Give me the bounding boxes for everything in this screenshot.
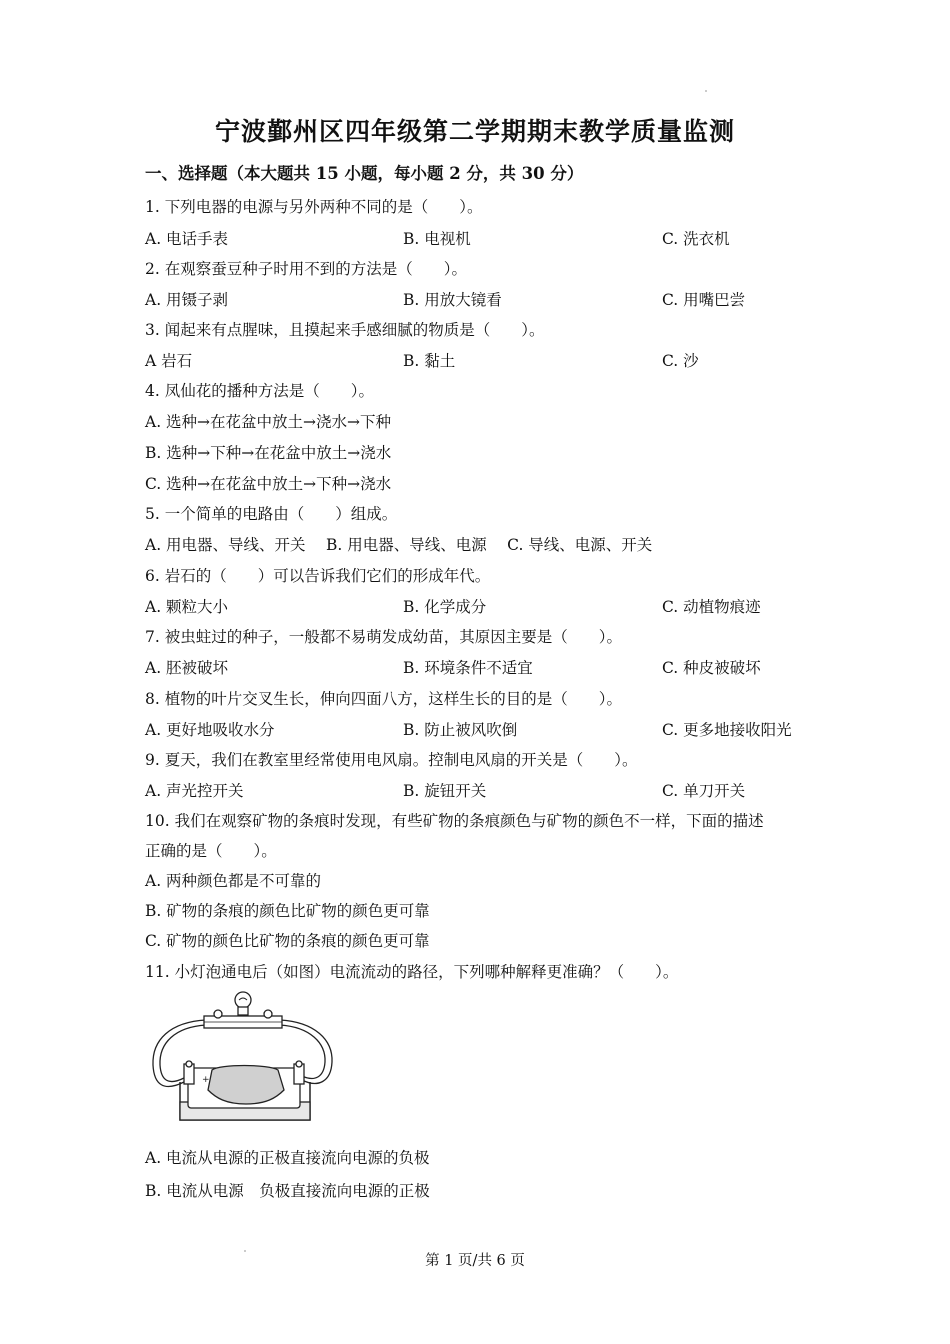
question-9-option-c: C. 单刀开关	[662, 782, 746, 800]
question-3-option-a: A 岩石	[145, 352, 193, 370]
question-2-option-a: A. 用镊子剥	[145, 291, 229, 309]
section-heading: 一、选择题（本大题共 15 小题，每小题 2 分，共 30 分）	[145, 164, 584, 183]
question-7-option-b: B. 环境条件不适宜	[403, 659, 533, 677]
question-4-stem: 4. 凤仙花的播种方法是（ ）。	[145, 382, 374, 400]
question-1-option-b: B. 电视机	[403, 230, 471, 248]
question-6-option-a: A. 颗粒大小	[145, 598, 229, 616]
question-11-stem: 11. 小灯泡通电后（如图）电流流动的路径，下列哪种解释更准确？（ ）。	[145, 963, 679, 981]
question-4-option-b: B. 选种→下种→在花盆中放土→浇水	[145, 444, 392, 462]
question-6-option-b: B. 化学成分	[403, 598, 487, 616]
circuit-diagram	[150, 990, 336, 1130]
question-9-option-a: A. 声光控开关	[145, 782, 244, 800]
question-10-option-a: A. 两种颜色都是不可靠的	[145, 872, 322, 890]
question-9-stem: 9. 夏天，我们在教室里经常使用电风扇。控制电风扇的开关是（ ）。	[145, 751, 638, 769]
question-2-stem: 2. 在观察蚕豆种子时用不到的方法是（ ）。	[145, 260, 467, 278]
board-terminal-right	[264, 1010, 272, 1018]
scan-speck	[705, 90, 707, 92]
question-1-option-a: A. 电话手表	[145, 230, 229, 248]
question-10-option-c: C. 矿物的颜色比矿物的条痕的颜色更可靠	[145, 932, 430, 950]
question-1-stem: 1. 下列电器的电源与另外两种不同的是（ ）。	[145, 198, 483, 216]
question-5-options: A. 用电器、导线、开关 B. 用电器、导线、电源 C. 导线、电源、开关	[145, 536, 653, 554]
question-5-stem: 5. 一个简单的电路由（ ）组成。	[145, 505, 398, 523]
question-4-option-c: C. 选种→在花盆中放土→下种→浇水	[145, 475, 392, 493]
battery	[208, 1066, 284, 1105]
question-10-option-b: B. 矿物的条痕的颜色比矿物的颜色更可靠	[145, 902, 430, 920]
question-8-option-c: C. 更多地接收阳光	[662, 721, 792, 739]
question-7-stem: 7. 被虫蛀过的种子，一般都不易萌发成幼苗，其原因主要是（ ）。	[145, 628, 622, 646]
question-2-option-b: B. 用放大镜看	[403, 291, 502, 309]
question-11-option-a: A. 电流从电源的正极直接流向电源的负极	[145, 1149, 430, 1167]
question-3-stem: 3. 闻起来有点腥味，且摸起来手感细腻的物质是（ ）。	[145, 321, 545, 339]
board-terminal-left	[214, 1010, 222, 1018]
bulb-icon	[235, 992, 251, 1008]
question-10-stem: 10. 我们在观察矿物的条痕时发现，有些矿物的条痕颜色与矿物的颜色不一样，下面的描述	[145, 812, 764, 830]
question-10-stem-continued: 正确的是（ ）。	[145, 842, 277, 860]
question-2-option-c: C. 用嘴巴尝	[662, 291, 746, 309]
question-7-option-a: A. 胚被破坏	[145, 659, 229, 677]
question-11-option-b: B. 电流从电源 负极直接流向电源的正极	[145, 1182, 430, 1200]
question-6-option-c: C. 动植物痕迹	[662, 598, 761, 616]
question-3-option-b: B. 黏土	[403, 352, 456, 370]
question-6-stem: 6. 岩石的（ ）可以告诉我们它们的形成年代。	[145, 567, 491, 585]
page-footer: 第 1 页/共 6 页	[425, 1253, 525, 1269]
question-8-stem: 8. 植物的叶片交叉生长，伸向四面八方，这样生长的目的是（ ）。	[145, 690, 622, 708]
question-1-option-c: C. 洗衣机	[662, 230, 730, 248]
question-8-option-b: B. 防止被风吹倒	[403, 721, 518, 739]
question-4-option-a: A. 选种→在花盆中放土→浇水→下种	[145, 413, 392, 431]
page-title: 宁波鄞州区四年级第二学期期末教学质量监测	[214, 117, 735, 146]
question-8-option-a: A. 更好地吸收水分	[145, 721, 275, 739]
question-9-option-b: B. 旋钮开关	[403, 782, 487, 800]
question-7-option-c: C. 种皮被破坏	[662, 659, 761, 677]
battery-plus-label: +	[202, 1075, 210, 1085]
question-3-option-c: C. 沙	[662, 352, 699, 370]
